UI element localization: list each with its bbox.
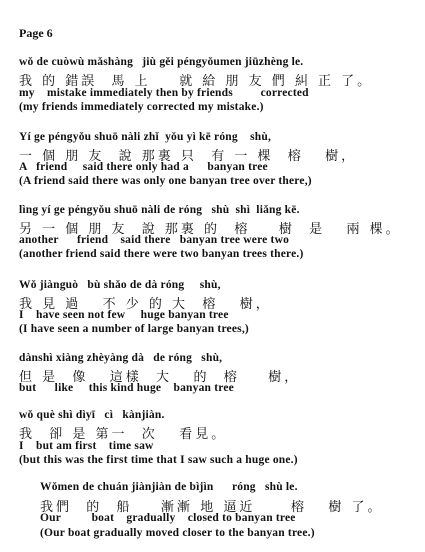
gloss-line: Our boat gradually closed to banyan tree	[40, 512, 296, 524]
gloss-line: I but am first time saw	[19, 440, 154, 452]
pinyin-line: wǒ de cuòwù mǎshàng jiù gěi péngyǒumen jiūzhèng le.	[19, 56, 304, 68]
page-number: Page 6	[19, 26, 53, 40]
pinyin-line: Wǒ jiànguò bù shǎo de dà róng shù,	[19, 279, 221, 291]
gloss-line: my mistake immediately then by friends corrected	[19, 87, 309, 99]
translation-line: (I have seen a number of large banyan trees,)	[19, 323, 249, 335]
pinyin-line: lìng yí ge péngyǒu shuō nàli de róng shù shì liǎng kē.	[19, 204, 300, 216]
pinyin-line: wǒ què shì dìyī cì kànjiàn.	[19, 409, 165, 421]
translation-line: (my friends immediately corrected my mistake.)	[19, 101, 264, 113]
hanzi-line: 我 見 過 不 少 的 大 榕 樹，	[19, 297, 272, 312]
translation-line: (Our boat gradually moved closer to the banyan tree.)	[40, 527, 315, 539]
gloss-line: another friend said there banyan tree were two	[19, 234, 290, 246]
translation-line: (another friend said there were two banyan trees there.)	[19, 248, 304, 260]
hanzi-line: 另 一 個 朋 友 說 那裏 的 榕 樹 是 兩 棵。	[19, 222, 402, 237]
translation-line: (but this was the first time that I saw such a huge one.)	[19, 454, 298, 466]
hanzi-line: 我 的 錯誤 馬 上 就 給 朋 友 們 糾 正 了。	[19, 74, 374, 89]
pinyin-line: Wǒmen de chuán jiànjiàn de bìjìn róng shù le.	[40, 481, 298, 493]
hanzi-line: 一 個 朋 友 說 那裏 只 有 一 棵 榕 樹，	[19, 149, 358, 164]
hanzi-line: 我 卻 是 第一 次 看見。	[19, 427, 228, 442]
pinyin-line: dànshì xiàng zhèyàng dà de róng shù,	[19, 352, 223, 364]
gloss-line: I have seen not few huge banyan tree	[19, 309, 229, 321]
pinyin-line: Yí ge péngyǒu shuō nàli zhǐ yǒu yì kē róng shù,	[19, 131, 272, 143]
gloss-line: A friend said there only had a banyan tree	[19, 161, 268, 173]
hanzi-line: 我們 的 船 漸漸 地 逼近 榕 樹 了。	[40, 500, 384, 515]
hanzi-line: 但 是 像 這樣 大 的 榕 樹，	[19, 370, 301, 385]
gloss-line: but like this kind huge banyan tree	[19, 382, 234, 394]
translation-line: (A friend said there was only one banyan tree over there,)	[19, 175, 312, 187]
